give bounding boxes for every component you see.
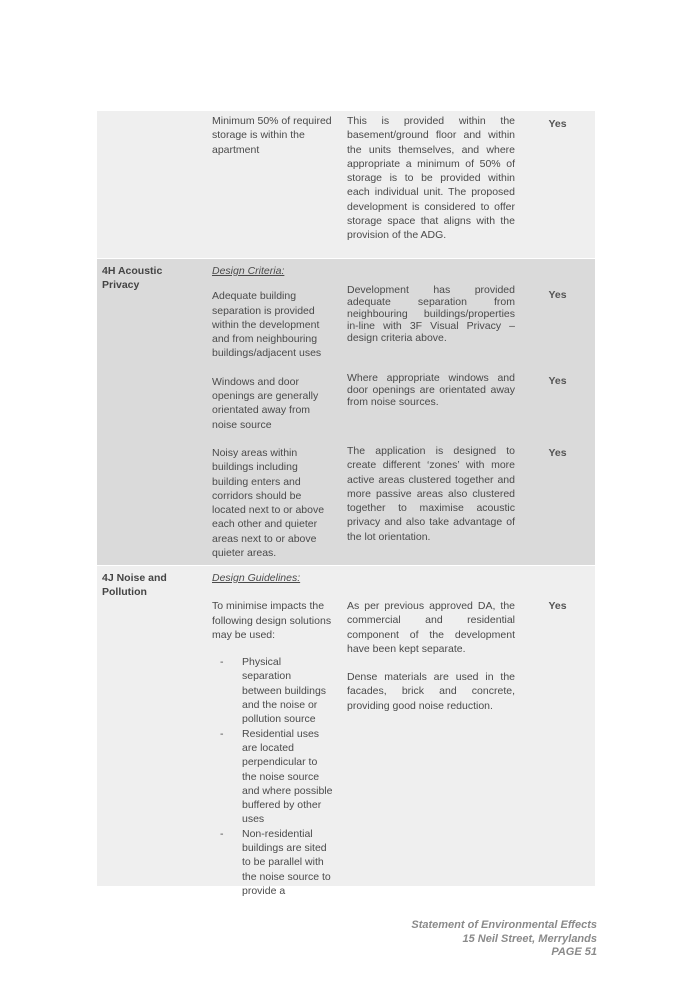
design-solutions-list bbox=[212, 655, 333, 898]
compliance-yes: Yes bbox=[548, 446, 567, 459]
section-heading: 4H Acoustic Privacy bbox=[102, 265, 163, 292]
table-row-storage bbox=[97, 110, 595, 258]
list-item: - Non-residential buildings are sited to be parallel with the noise source to provide a bbox=[220, 827, 331, 897]
compliance-cell bbox=[520, 259, 595, 565]
compliance-yes: Yes bbox=[548, 375, 567, 388]
compliance-table bbox=[97, 110, 595, 897]
list-item: - Physical separation between buildings and the noise or pollution source bbox=[220, 656, 327, 726]
section-heading: 4J Noise and Pollution bbox=[102, 572, 167, 599]
requirement-text: Noisy areas within buildings including building enters and corridors should be located next to or above each other and quieter areas next to or above quieter areas. bbox=[212, 446, 325, 560]
compliance-cell bbox=[520, 111, 595, 258]
requirement-cell bbox=[202, 111, 340, 258]
table-row-noise-pollution bbox=[97, 565, 595, 897]
response-text: This is provided within the basement/ground floor and within the units themselves, and where appropriate a minimum of 50% of storage is to be provided within each individual unit. The proposed development is considered to offer storage space that aligns with the provision of the ADG. bbox=[347, 115, 515, 242]
response-text: Dense materials are used in the facades, brick and concrete, providing good noise reduction. bbox=[347, 671, 515, 712]
bullet-marker: - bbox=[220, 656, 224, 669]
response-cell bbox=[340, 111, 520, 258]
requirement-cell bbox=[202, 566, 340, 897]
response-text: The application is designed to create different ‘zones’ with more active areas clustered together and more passive areas also clustered together to maximise acoustic privacy and also take advantage of the lot orientation. bbox=[347, 445, 515, 543]
requirement-text: Windows and door openings are generally orientated away from noise source bbox=[212, 375, 319, 431]
list-item: - Residential uses are located perpendicular to the noise source and where possible buffered by other uses bbox=[220, 727, 333, 826]
compliance-yes: Yes bbox=[548, 118, 567, 130]
compliance-cell bbox=[520, 566, 595, 886]
requirement-cell bbox=[202, 259, 340, 565]
response-text: As per previous approved DA, the commercial and residential component of the development have been kept separate. bbox=[347, 600, 515, 655]
requirement-intro: To minimise impacts the following design solutions may be used: bbox=[212, 600, 332, 641]
site-address: 15 Neil Street, Merrylands bbox=[462, 932, 597, 945]
table-row-acoustic-privacy bbox=[97, 258, 595, 565]
response-text: Where appropriate windows and door openings are orientated away from noise sources. bbox=[347, 372, 515, 408]
page-number: PAGE 51 bbox=[551, 946, 597, 958]
response-cell bbox=[340, 259, 520, 565]
design-criteria-label: Design Criteria: bbox=[212, 265, 285, 277]
control-heading-cell bbox=[97, 259, 202, 565]
response-text: Development has provided adequate separation from neighbouring buildings/properties in-line with 3F Visual Privacy – design criteria above. bbox=[347, 284, 515, 344]
requirement-text: Adequate building separation is provided within the development and from neighbouring buildings/adjacent uses bbox=[212, 290, 322, 360]
control-heading-cell bbox=[97, 566, 202, 886]
bullet-marker: - bbox=[220, 727, 224, 740]
design-guidelines-label: Design Guidelines: bbox=[212, 572, 301, 584]
bullet-marker: - bbox=[220, 827, 224, 840]
requirement-text: Minimum 50% of required storage is within the apartment bbox=[212, 115, 332, 156]
control-heading-cell bbox=[97, 111, 202, 258]
page-footer bbox=[411, 919, 597, 960]
compliance-yes: Yes bbox=[548, 289, 567, 301]
compliance-yes: Yes bbox=[548, 600, 567, 612]
response-cell bbox=[340, 566, 520, 886]
document-title: Statement of Environmental Effects bbox=[411, 919, 597, 931]
